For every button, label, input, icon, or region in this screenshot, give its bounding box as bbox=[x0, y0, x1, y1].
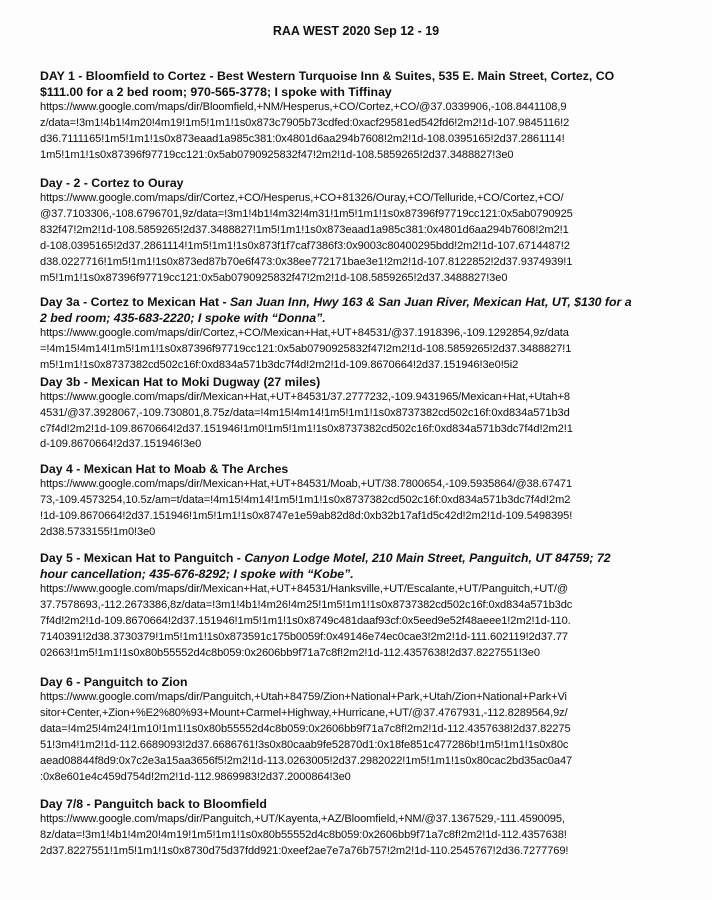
day-6-url-line-3[interactable]: data=!4m25!4m24!1m10!1m1!1s0x80b55552d4c8b059:0x2606bb9f71a7c8f!2m2!1d-112.4357638!2d37.82275 bbox=[40, 722, 571, 735]
day-3a-heading-line-1 bbox=[40, 294, 680, 310]
day-2-url-line-4[interactable]: d-108.0395165!2d37.2861114!1m5!1m1!1s0x873f1f7caf7386f3:0x9003c80400295bdd!2m2!1d-107.6714487!2 bbox=[40, 239, 570, 252]
day-4-url-line-2[interactable]: 73,-109.4573254,10.5z/am=t/data=!4m15!4m14!1m5!1m1!1s0x8737382cd502c16f:0xd834a571b3dc7f4d!2m2 bbox=[40, 493, 571, 506]
day-1-heading-line-1: DAY 1 - Bloomfield to Cortez - Best Western Turquoise Inn & Suites, 535 E. Main Street, Cortez, CO bbox=[40, 69, 615, 83]
day-3b-url-line-2[interactable]: 4531/@37.3928067,-109.730801,8.75z/data=!4m15!4m14!1m5!1m1!1s0x8737382cd502c16f:0xd834a571b3d bbox=[40, 406, 570, 419]
day-1-url-line-3[interactable]: d36.7111165!1m5!1m1!1s0x873eaad1a985c381:0x4801d6aa294b7608!2m2!1d-108.0395165!2d37.2861114! bbox=[40, 132, 565, 145]
day-4-heading: Day 4 - Mexican Hat to Moab & The Arches bbox=[40, 462, 289, 476]
document-title: RAA WEST 2020 Sep 12 - 19 bbox=[272, 24, 440, 38]
day-5-section bbox=[40, 550, 680, 662]
day-4-url-line-1[interactable]: https://www.google.com/maps/dir/Mexican+Hat,+UT+84531/Moab,+UT/38.7800654,-109.5935864/@38.67471 bbox=[40, 478, 573, 490]
day-5-heading-line-2 bbox=[40, 566, 680, 582]
day-2-url-line-5[interactable]: d38.0227716!1m5!1m1!1s0x873ed87b70e6f473:0x38ee772171bae3e1!2m2!1d-107.8122852!2d37.9374939!1 bbox=[40, 255, 573, 268]
day-3-section bbox=[40, 294, 680, 453]
day-3b-url-line-1[interactable]: https://www.google.com/maps/dir/Mexican+Hat,+UT+84531/37.2777232,-109.9431965/Mexican+Hat,+Utah+8 bbox=[40, 390, 570, 403]
day-5-heading-title: Day 5 - Mexican Hat to Panguitch - bbox=[40, 551, 245, 565]
day-1-section bbox=[40, 68, 680, 164]
day-2-section bbox=[40, 175, 680, 286]
day-6-url-line-1[interactable]: https://www.google.com/maps/dir/Panguitch,+Utah+84759/Zion+National+Park,+Utah/Zion+National+Park+Vi bbox=[40, 691, 567, 703]
day-3b-url-line-3[interactable]: c7f4d!2m2!1d-109.8670664!2d37.151946!1m0!1m5!1m1!1s0x8737382cd502c16f:0xd834a571b3dc7f4d!2m2!1 bbox=[40, 422, 573, 435]
day-2-url-line-6[interactable]: m5!1m1!1s0x87396f97719cc121:0x5ab0790925832f47!2m2!1d-108.5859265!2d37.3488827!3e0 bbox=[40, 271, 508, 284]
day-6-url-line-5[interactable]: aead08844f8d9:0x7c2e3a15aa3656f5!2m2!1d-113.0263005!2d37.2982022!1m5!1m1!1s0x80cac2bd35ac0a47 bbox=[40, 754, 573, 767]
day-7-8-heading: Day 7/8 - Panguitch back to Bloomfield bbox=[40, 797, 267, 811]
day-5-heading-line-1 bbox=[40, 550, 680, 566]
day-1-url-line-2[interactable]: z/data=!3m1!4b1!4m20!4m19!1m5!1m1!1s0x873c7905b73cdfed:0xacf29581ed542fd6!2m2!1d-107.9845116!2 bbox=[40, 116, 570, 129]
day-1-heading-line-2: $111.00 for a 2 bed room; 970-565-3778; I spoke with Tiffinay bbox=[40, 85, 392, 99]
day-4-url-line-3[interactable]: !1d-109.8670664!2d37.151946!1m5!1m1!1s0x8747e1e59ab82d8d:0xb32b17af1d5c42d!2m2!1d-109.5498395! bbox=[40, 509, 573, 522]
day-1-url-line-1[interactable]: https://www.google.com/maps/dir/Bloomfield,+NM/Hesperus,+CO/Cortez,+CO/@37.0339906,-108.8441108,9 bbox=[40, 101, 567, 113]
day-6-url-line-4[interactable]: 51!3m4!1m2!1d-112.6689093!2d37.6686761!3s0x80caab9fe52870d1:0x18fe851c477286b!1m5!1m1!1s0x80c bbox=[40, 738, 569, 751]
day-3b-url-line-4[interactable]: d-109.8670664!2d37.151946!3e0 bbox=[40, 438, 202, 451]
day-3a-url-line-1[interactable]: https://www.google.com/maps/dir/Cortez,+CO/Mexican+Hat,+UT+84531/@37.1918396,-109.1292854,9z/data bbox=[40, 327, 569, 339]
day-5-url-line-1[interactable]: https://www.google.com/maps/dir/Mexican+Hat,+UT+84531/Hanksville,+UT/Escalante,+UT/Panguitch,+UT/@ bbox=[40, 583, 569, 595]
day-1-url-line-4[interactable]: 1m5!1m1!1s0x87396f97719cc121:0x5ab0790925832f47!2m2!1d-108.5859265!2d37.3488827!3e0 bbox=[40, 148, 514, 161]
day-6-heading: Day 6 - Panguitch to Zion bbox=[40, 675, 188, 689]
day-7-8-url-line-3[interactable]: 2d37.8227551!1m5!1m1!1s0x8730d75d37fdd921:0xeef2ae7e7a76b757!2m2!1d-110.2545767!2d36.7277769! bbox=[40, 844, 569, 857]
day-4-section bbox=[40, 461, 680, 541]
day-6-section bbox=[40, 674, 680, 785]
day-3b-heading: Day 3b - Mexican Hat to Moki Dugway (27 miles) bbox=[40, 374, 321, 389]
day-3a-lodging-line-1: San Juan Inn, Hwy 163 & San Juan River, Mexican Hat, UT, $130 for a bbox=[229, 295, 632, 309]
day-5-url-line-4[interactable]: 7140391!2d38.3730379!1m5!1m1!1s0x873591c175b0059f:0x49146e74ec0cae3!2m2!1d-111.602119!2d37.77 bbox=[40, 630, 568, 643]
day-7-8-url-line-1[interactable]: https://www.google.com/maps/dir/Panguitch,+UT/Kayenta,+AZ/Bloomfield,+NM/@37.1367529,-111.4590095, bbox=[40, 813, 565, 825]
day-2-url-line-3[interactable]: 832f47!2m2!1d-108.5859265!2d37.3488827!1m5!1m1!1s0x873eaad1a985c381:0x4801d6aa294b7608!2m2!1 bbox=[40, 223, 569, 236]
day-5-lodging-line-1: Canyon Lodge Motel, 210 Main Street, Panguitch, UT 84759; 72 bbox=[244, 551, 611, 565]
day-3a-lodging-line-2: 2 bed room; 435-683-2220; I spoke with “Donna”. bbox=[40, 311, 326, 325]
day-2-heading: Day - 2 - Cortez to Ouray bbox=[40, 176, 184, 190]
day-6-url-line-6[interactable]: :0x8e601e4c459d754d!2m2!1d-112.9869983!2d37.2000864!3e0 bbox=[40, 770, 351, 783]
day-5-url-line-5[interactable]: 02663!1m5!1m1!1s0x80b55552d4c8b059:0x2606bb9f71a7c8f!2m2!1d-112.4357638!2d37.8227551!3e0 bbox=[40, 646, 540, 659]
day-6-url-line-2[interactable]: sitor+Center,+Zion+%E2%80%93+Mount+Carmel+Highway,+Hurricane,+UT/@37.4767931,-112.8289564,9z/ bbox=[40, 706, 568, 719]
day-3a-url-line-3[interactable]: m5!1m1!1s0x8737382cd502c16f:0xd834a571b3dc7f4d!2m2!1d-109.8670664!2d37.151946!3e0!5i2 bbox=[40, 358, 519, 371]
day-3a-heading-line-2 bbox=[40, 310, 680, 326]
day-4-url-line-4[interactable]: 2d38.5733155!1m0!3e0 bbox=[40, 525, 156, 538]
day-2-url-line-1[interactable]: https://www.google.com/maps/dir/Cortez,+CO/Hesperus,+CO+81326/Ouray,+CO/Telluride,+CO/Cortez,+CO/ bbox=[40, 192, 564, 204]
day-5-url-line-3[interactable]: 7f4d!2m2!1d-109.8670664!2d37.151946!1m5!1m1!1s0x8749c481daaf93cf:0x5eed9e52f48aeee1!2m2!1d-110. bbox=[40, 614, 571, 627]
day-3a-url-line-2[interactable]: =!4m15!4m14!1m5!1m1!1s0x87396f97719cc121:0x5ab0790925832f47!2m2!1d-108.5859265!2d37.3488827!1 bbox=[40, 342, 572, 355]
day-5-url-line-2[interactable]: 37.7578693,-112.2673386,8z/data=!3m1!4b1!4m26!4m25!1m5!1m1!1s0x8737382cd502c16f:0xd834a571b3dc bbox=[40, 598, 573, 611]
day-7-8-section bbox=[40, 796, 680, 860]
day-5-lodging-line-2: hour cancellation; 435-676-8292; I spoke with “Kobe”. bbox=[40, 567, 354, 581]
day-3a-heading-title: Day 3a - Cortez to Mexican Hat - bbox=[40, 295, 230, 309]
day-2-url-line-2[interactable]: @37.7103306,-108.6796701,9z/data=!3m1!4b1!4m32!4m31!1m5!1m1!1s0x87396f97719cc121:0x5ab0790925 bbox=[40, 207, 573, 220]
day-7-8-url-line-2[interactable]: 8z/data=!3m1!4b1!4m20!4m19!1m5!1m1!1s0x80b55552d4c8b059:0x2606bb9f71a7c8f!2m2!1d-112.4357638! bbox=[40, 828, 567, 841]
